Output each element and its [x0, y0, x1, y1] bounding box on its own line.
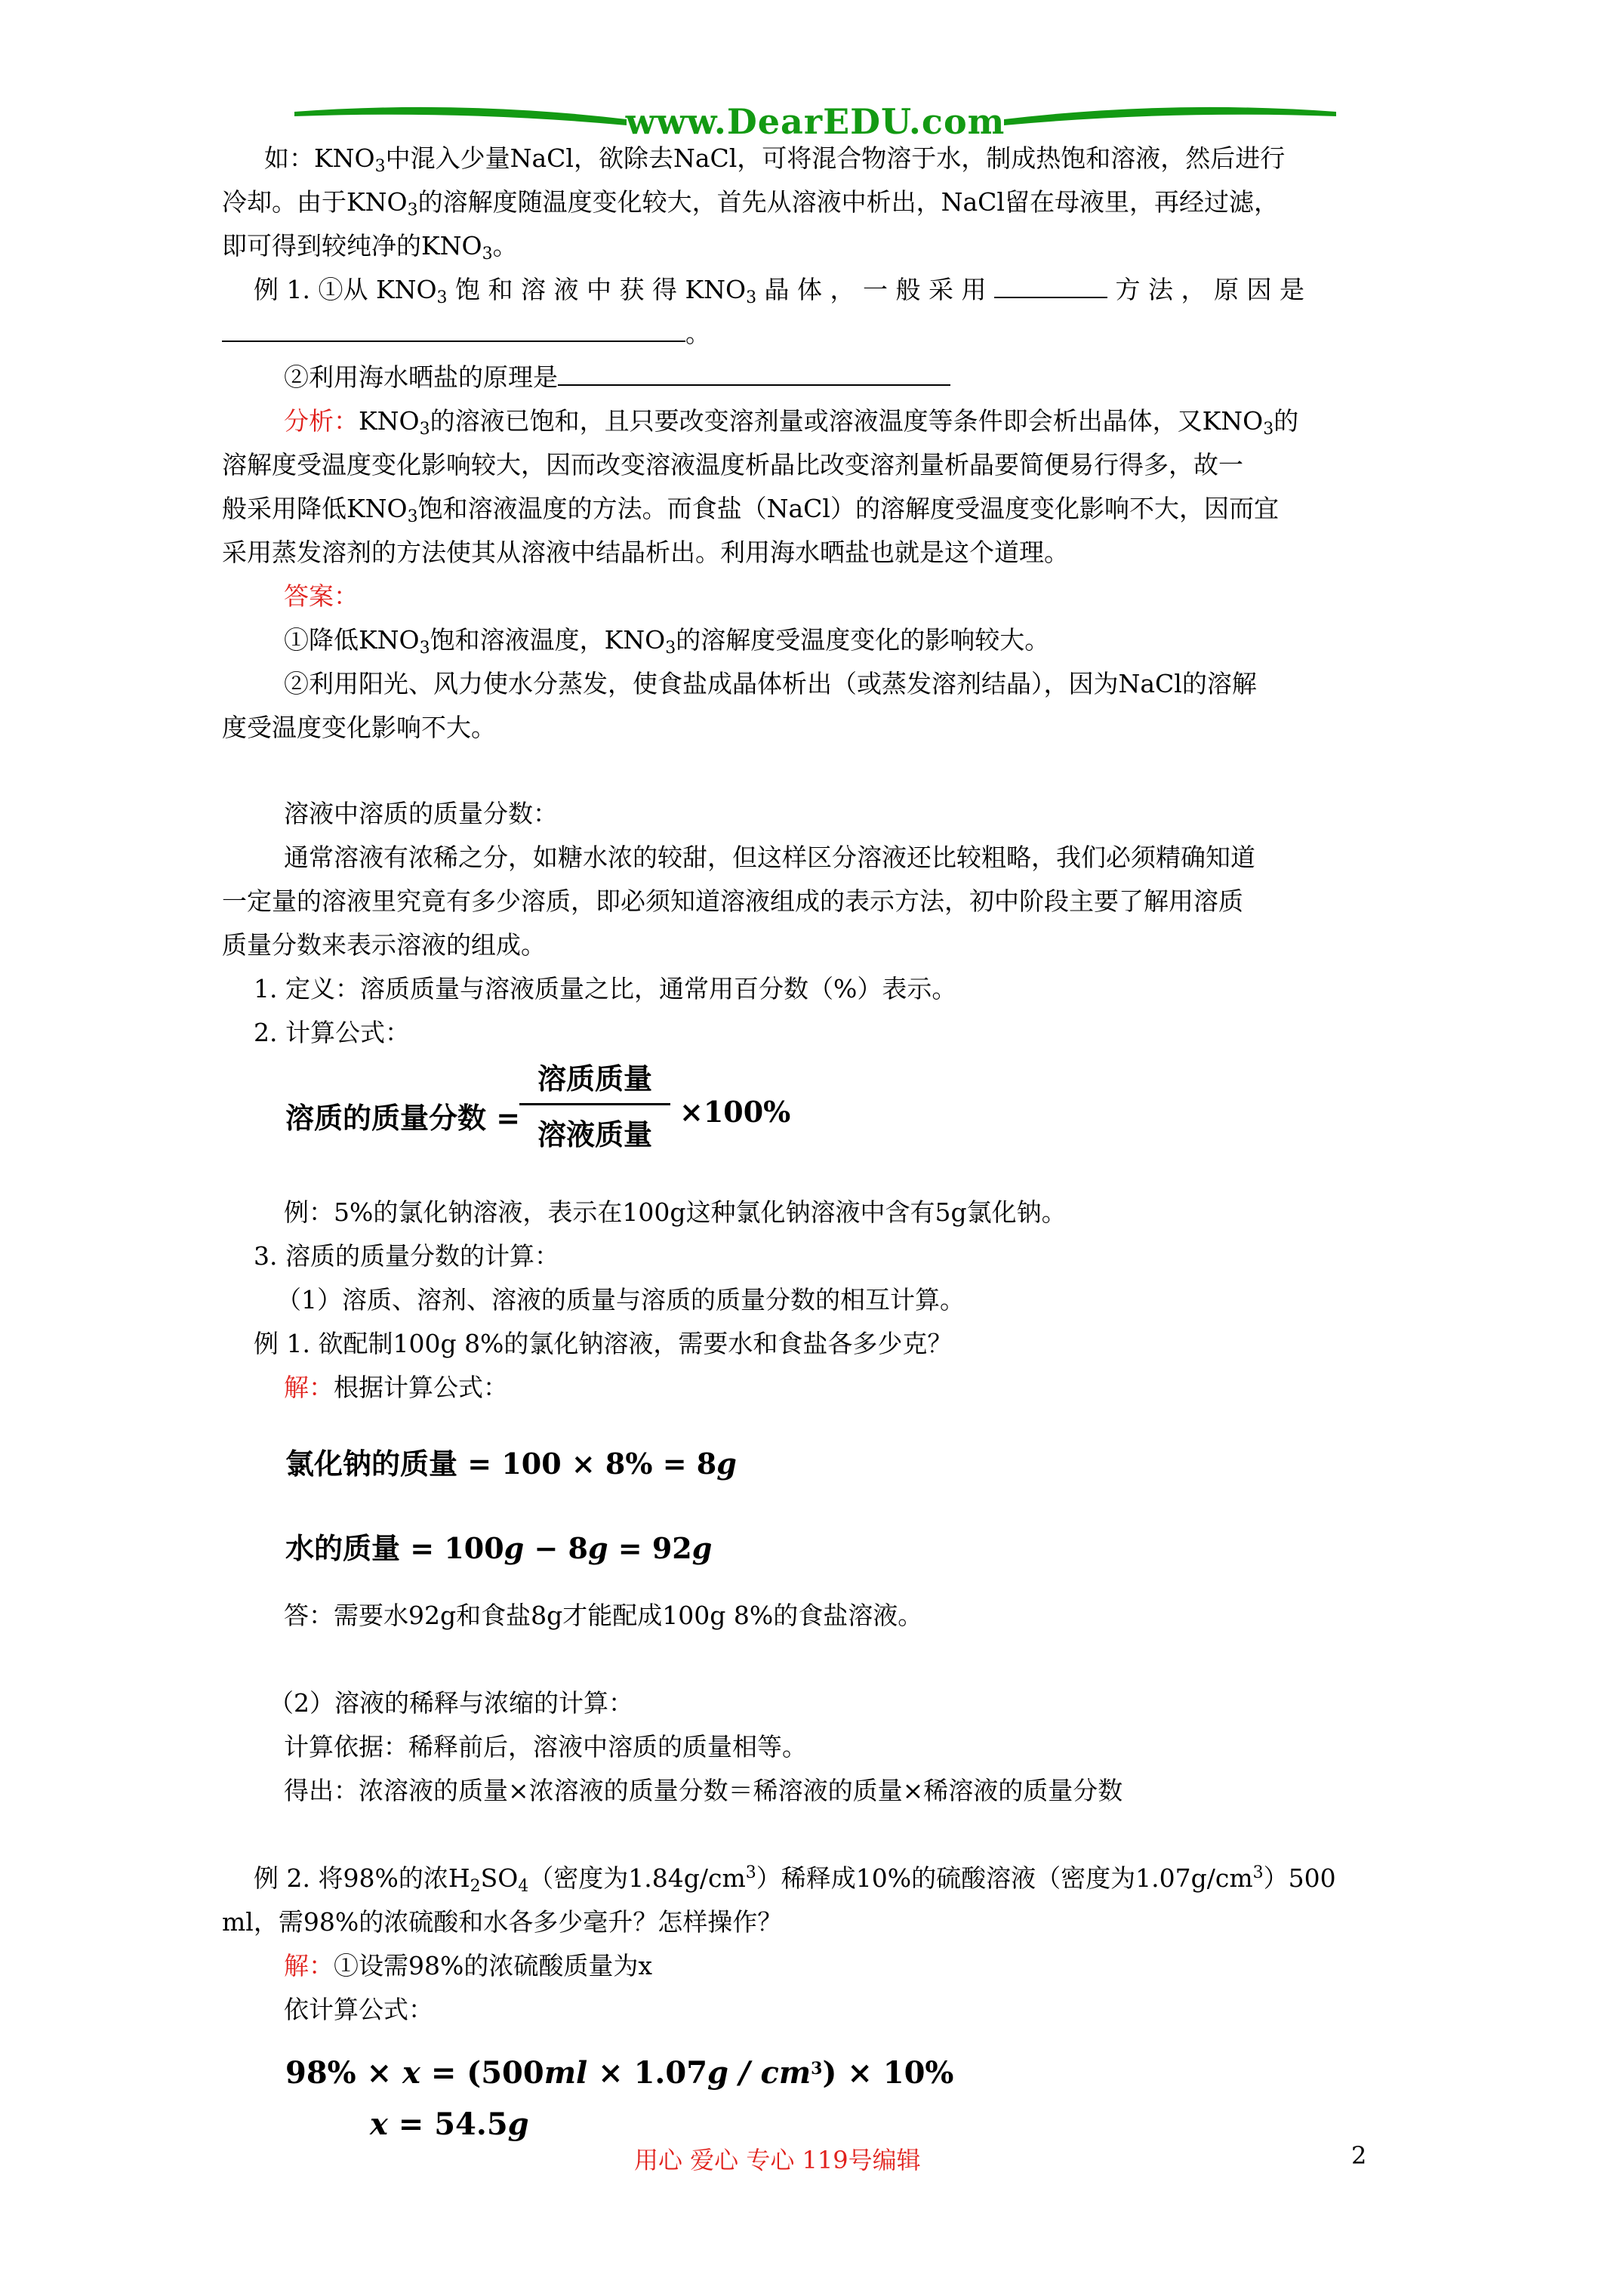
- math-equation: 水的质量 = 100g − 8g = 92g: [285, 1531, 713, 1565]
- fraction-numerator: 溶质质量: [537, 1062, 652, 1096]
- section-text: 一定量的溶液里究竟有多少溶质，即必须知道溶液组成的表示方法，初中阶段主要了解用溶质: [222, 886, 1243, 916]
- calc-subtitle: （1）溶质、溶剂、溶液的质量与溶质的质量分数的相互计算。: [276, 1285, 965, 1314]
- example-question: ml，需98%的浓硫酸和水各多少毫升？怎样操作？: [222, 1907, 783, 1937]
- answer-blank: [994, 274, 1107, 298]
- site-banner: [294, 97, 1336, 142]
- example-question: ②利用海水晒盐的原理是: [284, 361, 950, 394]
- analysis-line: 般采用降低$KNO_3$饱和溶液温度的方法。而食盐（NaCl）的溶解度受温度变化影响不大，因而宜: [222, 494, 1279, 526]
- example-question: 例 1. ①从 $KNO_3$ 饱 和 溶 液 中 获 得 $KNO_3$ 晶 体 ， 一 般 采 用 方 法 ， 原 因 是: [254, 275, 1304, 307]
- math-equation: 氯化钠的质量 = 100 × 8% = 8g: [285, 1447, 737, 1481]
- fraction-denominator: 溶液质量: [537, 1117, 652, 1151]
- analysis-label: 分析：: [284, 406, 359, 436]
- formula-title: 2. 计算公式：: [254, 1018, 410, 1047]
- answer-blank: [558, 362, 950, 386]
- answer-label: 答案：: [284, 581, 359, 611]
- formula-fraction: [519, 1056, 670, 1153]
- answer-line: ①降低$KNO_3$饱和溶液温度，$KNO_3$的溶解度受温度变化的影响较大。: [284, 625, 1050, 658]
- analysis-line: 溶解度受温度变化影响较大，因而改变溶液温度析晶比改变溶剂量析晶要简便易行得多，故一: [222, 450, 1243, 479]
- analysis-line: 分析：$KNO_3$的溶液已饱和，且只要改变溶剂量或溶液温度等条件即会析出晶体，又$KNO_3$的: [284, 406, 1299, 439]
- answer-line: 度受温度变化影响不大。: [222, 713, 496, 742]
- example-question: 。: [222, 317, 710, 350]
- dilution-basis: 计算依据：稀释前后，溶液中溶质的质量相等。: [284, 1732, 807, 1761]
- footer-text: 用心 爱心 专心 119号编辑: [634, 2146, 921, 2174]
- formula-lhs: 溶质的质量分数 =: [285, 1101, 521, 1135]
- site-url: www.DearEDU.com: [625, 101, 1006, 142]
- answer-line: 答：需要水92g和食盐8g才能配成100g 8%的食盐溶液。: [284, 1601, 923, 1630]
- example-question: 例 1. 欲配制100g 8%的氯化钠溶液，需要水和食盐各多少克？: [254, 1329, 953, 1358]
- solution-line: 解：①设需98%的浓硫酸质量为x: [284, 1951, 652, 1980]
- formula-rhs: ×100%: [679, 1095, 791, 1129]
- solution-label: 解：: [284, 1373, 334, 1402]
- solution-label: 解：: [284, 1951, 334, 1980]
- example-text: 例：5%的氯化钠溶液，表示在100g这种氯化钠溶液中含有5g氯化钠。: [284, 1197, 1067, 1227]
- example-question: 例 2. 将98%的浓$H_2SO_4$（密度为$1.84g/cm^3$）稀释成10%的硫酸溶液（密度为$1.07g/cm^3)500$: [254, 1863, 1336, 1896]
- analysis-line: 采用蒸发溶剂的方法使其从溶液中结晶析出。利用海水晒盐也就是这个道理。: [222, 538, 1069, 567]
- definition: 1. 定义：溶质质量与溶液质量之比，通常用百分数（%）表示。: [254, 974, 957, 1003]
- section-text: 通常溶液有浓稀之分，如糖水浓的较甜，但这样区分溶液还比较粗略，我们必须精确知道: [284, 843, 1255, 872]
- solution-line: 解：根据计算公式：: [284, 1373, 508, 1402]
- math-equation: x = 54.5g: [370, 2106, 529, 2142]
- paragraph-line: 冷却。由于$KNO_3$的溶解度随温度变化较大，首先从溶液中析出，NaCl留在母液里，再经过滤，: [222, 187, 1279, 220]
- dilution-result: 得出：浓溶液的质量×浓溶液的质量分数＝稀溶液的质量×稀溶液的质量分数: [284, 1776, 1123, 1805]
- paragraph-line: 如：$KNO_3$中混入少量NaCl，欲除去NaCl，可将混合物溶于水，制成热饱和溶液，然后进行: [264, 143, 1286, 176]
- math-equation: $98\% \times x = (500ml \times 1.07g / cm^3) \times 10\%$: [285, 2055, 954, 2091]
- paragraph-line: 即可得到较纯净的$KNO_3$。: [222, 231, 518, 264]
- answer-blank: [222, 318, 685, 342]
- page-number: 2: [1351, 2141, 1367, 2170]
- fraction-bar: [519, 1103, 670, 1105]
- answer-line: ②利用阳光、风力使水分蒸发，使食盐成晶体析出（或蒸发溶剂结晶），因为NaCl的溶解: [284, 669, 1257, 698]
- section-title: 溶液中溶质的质量分数：: [284, 799, 558, 828]
- dilution-title: （2）溶液的稀释与浓缩的计算：: [269, 1688, 633, 1718]
- calc-title: 3. 溶质的质量分数的计算：: [254, 1241, 559, 1271]
- section-text: 质量分数来表示溶液的组成。: [222, 930, 546, 960]
- formula-label: 依计算公式：: [284, 1995, 433, 2024]
